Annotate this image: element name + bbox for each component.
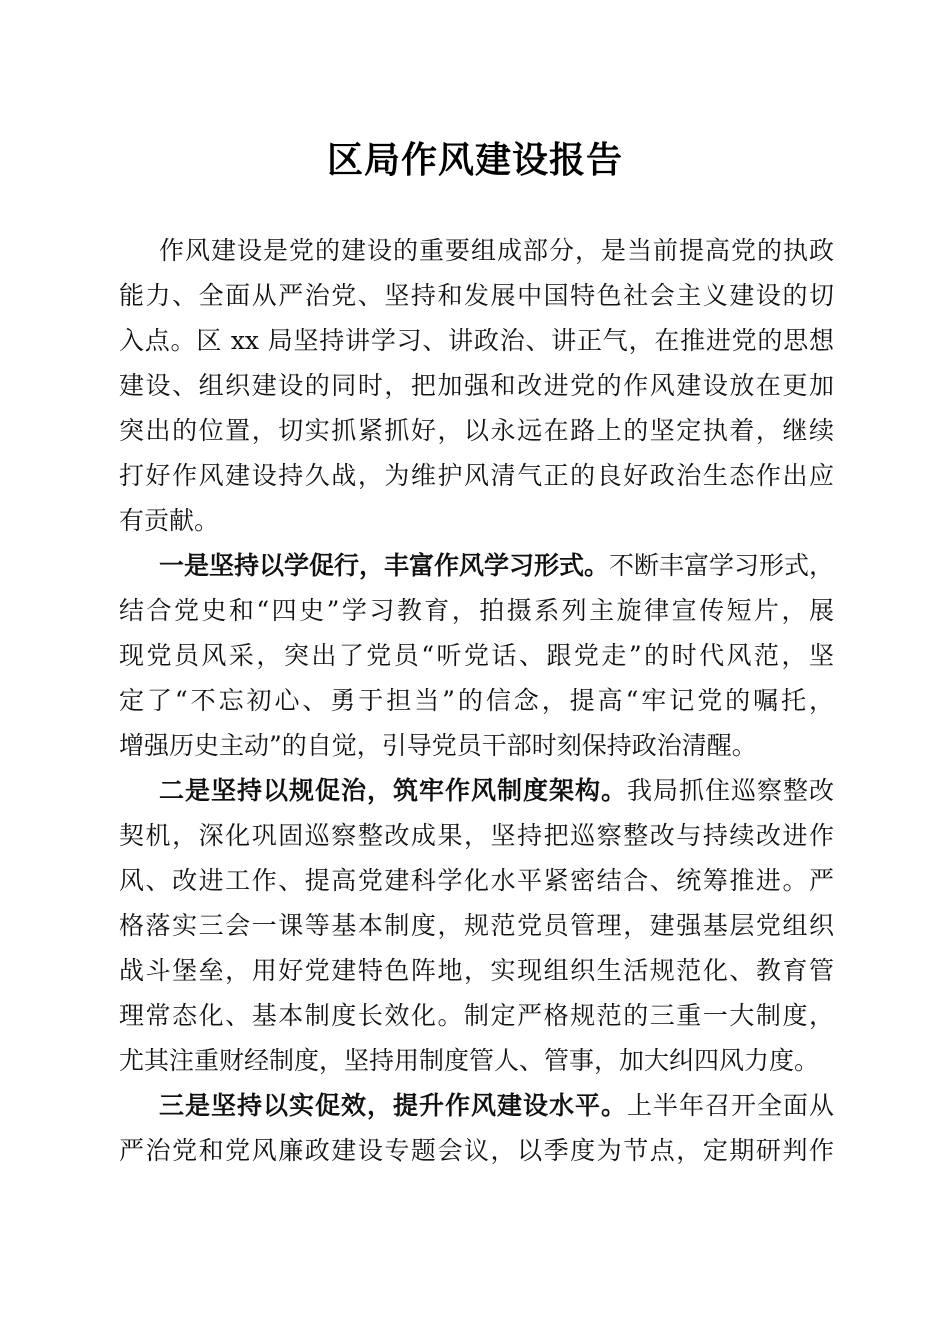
section1-text: 不断丰富学习形式， [609,551,835,580]
intro-line: 有贡献。 [119,506,220,535]
section2-line: 风、改进工作、提高党建科学化水平紧密结合、统筹推进。严 [119,866,834,895]
section1-line: 现党员风采，突出了党员“听党话、跟党走”的时代风范，坚 [119,641,834,670]
section1-heading: 一是坚持以学促行，丰富作风学习形式。 [159,551,610,580]
section2-line: 战斗堡垒，用好党建特色阵地，实现组织生活规范化、教育管 [119,956,834,985]
intro-line: 突出的位置，切实抓紧抓好，以永远在路上的坚定执着，继续 [119,416,834,445]
section1-first-line [159,543,834,588]
section1-line: 增强历史主动”的自觉，引导党员干部时刻保持政治清醒。 [119,731,757,760]
document-title: 区局作风建设报告 [326,139,623,181]
section2-line: 格落实三会一课等基本制度，规范党员管理，建强基层党组织 [119,911,834,940]
section1-line: 结合党史和“四史”学习教育，拍摄系列主旋律宣传短片，展 [119,596,834,625]
section1-line: 定了“不忘初心、勇于担当”的信念，提高“牢记党的嘱托， [119,686,834,715]
section3-heading: 三是坚持以实促效，提升作风建设水平。 [159,1091,627,1120]
section2-first-line [159,768,834,813]
intro-line: 能力、全面从严治党、坚持和发展中国特色社会主义建设的切 [119,281,834,310]
intro-line: 入点。区 xx 局坚持讲学习、讲政治、讲正气，在推进党的思想 [119,326,834,355]
intro-line: 打好作风建设持久战，为维护风清气正的良好政治生态作出应 [119,461,834,490]
intro-line: 作风建设是党的建设的重要组成部分，是当前提高党的执政 [159,236,834,265]
intro-line: 建设、组织建设的同时，把加强和改进党的作风建设放在更加 [119,371,834,400]
section3-line: 严治党和党风廉政建设专题会议，以季度为节点，定期研判作 [119,1136,834,1165]
section3-text: 上半年召开全面从 [626,1091,834,1120]
section2-line: 尤其注重财经制度，坚持用制度管人、管事，加大纠四风力度。 [119,1046,820,1075]
section2-line: 理常态化、基本制度长效化。制定严格规范的三重一大制度， [119,1001,834,1030]
section2-heading: 二是坚持以规促治，筑牢作风制度架构。 [159,776,627,805]
section3-first-line [159,1083,834,1128]
section2-line: 契机，深化巩固巡察整改成果，坚持把巡察整改与持续改进作 [119,821,834,850]
section2-text: 我局抓住巡察整改 [626,776,834,805]
